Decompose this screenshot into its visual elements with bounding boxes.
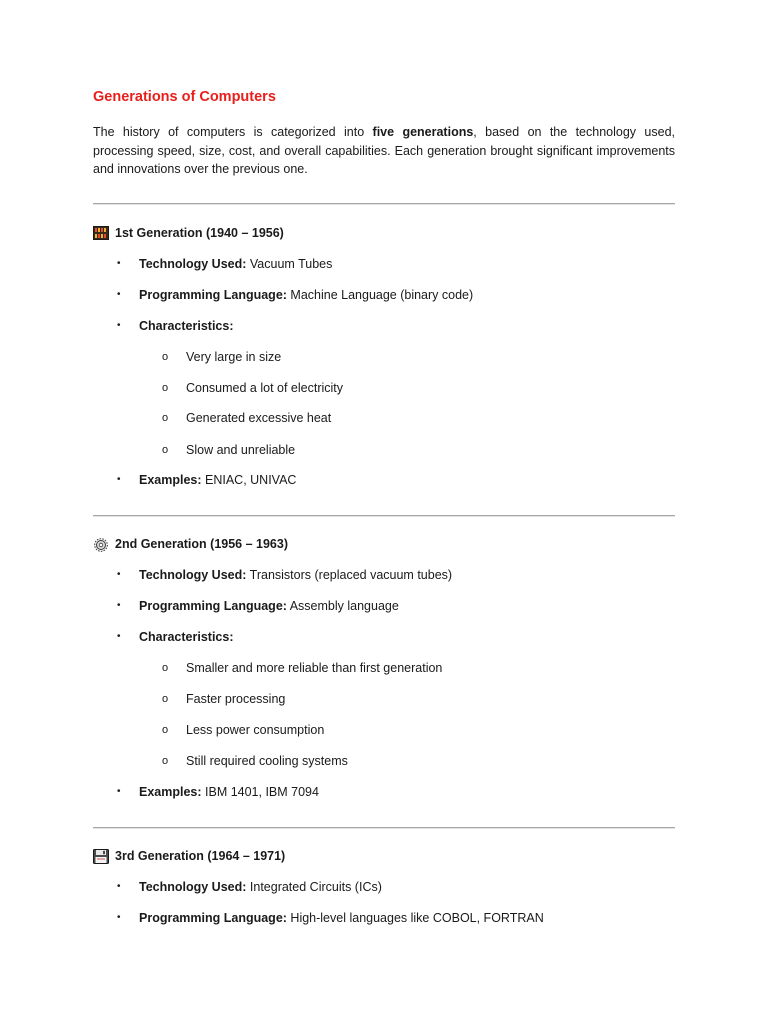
language-value: Machine Language (binary code) <box>286 288 474 302</box>
technology-label: Technology Used: <box>139 257 247 271</box>
intro-text-bold: five generations <box>372 125 474 139</box>
vacuum-tube-grid-icon <box>93 226 109 240</box>
examples-label: Examples: <box>139 473 202 487</box>
floppy-disk-icon <box>93 849 109 863</box>
section-divider <box>93 515 675 517</box>
technology-value: Integrated Circuits (ICs) <box>246 880 382 894</box>
generation-2-examples <box>139 783 319 801</box>
examples-value: IBM 1401, IBM 7094 <box>201 785 319 799</box>
characteristic-item: Very large in size <box>186 350 282 364</box>
bullet-glyph: • <box>117 289 121 300</box>
sub-bullet-glyph: o <box>162 755 169 767</box>
characteristic-item: Still required cooling systems <box>186 754 348 768</box>
bullet-glyph: • <box>117 786 121 797</box>
language-label: Programming Language: <box>139 911 287 925</box>
sub-bullet-glyph: o <box>162 693 169 705</box>
characteristic-item: Smaller and more reliable than first generation <box>186 661 443 675</box>
generation-2-heading-text: 2nd Generation (1956 – 1963) <box>115 537 288 551</box>
language-label: Programming Language: <box>139 599 287 613</box>
generation-2-heading <box>93 535 288 553</box>
sub-bullet-glyph: o <box>162 351 169 363</box>
generation-1-characteristics <box>139 317 234 335</box>
bullet-glyph: • <box>117 569 121 580</box>
bullet-glyph: • <box>117 320 121 331</box>
generation-3-heading <box>93 847 285 865</box>
characteristics-label: Characteristics: <box>139 630 234 644</box>
sub-bullet-glyph: o <box>162 412 169 424</box>
generation-3-technology <box>139 878 382 896</box>
characteristic-item: Faster processing <box>186 692 286 706</box>
generation-3-language <box>139 909 544 927</box>
generation-1-technology <box>139 255 332 273</box>
section-divider <box>93 203 675 205</box>
generation-2-language <box>139 597 399 615</box>
bullet-glyph: • <box>117 912 121 923</box>
generation-3-heading-text: 3rd Generation (1964 – 1971) <box>115 849 286 863</box>
technology-value: Vacuum Tubes <box>246 257 333 271</box>
generation-1-heading-text: 1st Generation (1940 – 1956) <box>115 226 284 240</box>
bullet-glyph: • <box>117 631 121 642</box>
sub-bullet-glyph: o <box>162 444 169 456</box>
characteristic-item: Generated excessive heat <box>186 411 332 425</box>
sub-bullet-glyph: o <box>162 382 169 394</box>
generation-2-characteristics <box>139 628 234 646</box>
characteristics-label: Characteristics: <box>139 319 234 333</box>
generation-2-technology <box>139 566 452 584</box>
intro-paragraph <box>93 123 675 179</box>
generation-1-heading <box>93 224 284 242</box>
bullet-glyph: • <box>117 258 121 269</box>
language-value: Assembly language <box>286 599 399 613</box>
examples-label: Examples: <box>139 785 202 799</box>
technology-label: Technology Used: <box>139 880 247 894</box>
generation-1-language <box>139 286 473 304</box>
examples-value: ENIAC, UNIVAC <box>201 473 297 487</box>
characteristic-item: Consumed a lot of electricity <box>186 381 344 395</box>
bullet-glyph: • <box>117 881 121 892</box>
page-title: Generations of Computers <box>93 89 276 105</box>
sub-bullet-glyph: o <box>162 724 169 736</box>
technology-label: Technology Used: <box>139 568 247 582</box>
generation-1-examples <box>139 471 296 489</box>
section-divider <box>93 827 675 829</box>
language-label: Programming Language: <box>139 288 287 302</box>
technology-value: Transistors (replaced vacuum tubes) <box>246 568 453 582</box>
characteristic-item: Slow and unreliable <box>186 443 296 457</box>
bullet-glyph: • <box>117 474 121 485</box>
bullet-glyph: • <box>117 600 121 611</box>
sub-bullet-glyph: o <box>162 662 169 674</box>
intro-text-start: The history of computers is categorized into <box>93 125 373 139</box>
language-value: High-level languages like COBOL, FORTRAN <box>286 911 544 925</box>
gear-icon <box>93 537 109 551</box>
intro-text-end: , based on the technology used, processing speed, size, cost, and overall capabilities. Each generation brought significant improvements and innovations over the previous one. <box>93 125 675 176</box>
characteristic-item: Less power consumption <box>186 723 325 737</box>
